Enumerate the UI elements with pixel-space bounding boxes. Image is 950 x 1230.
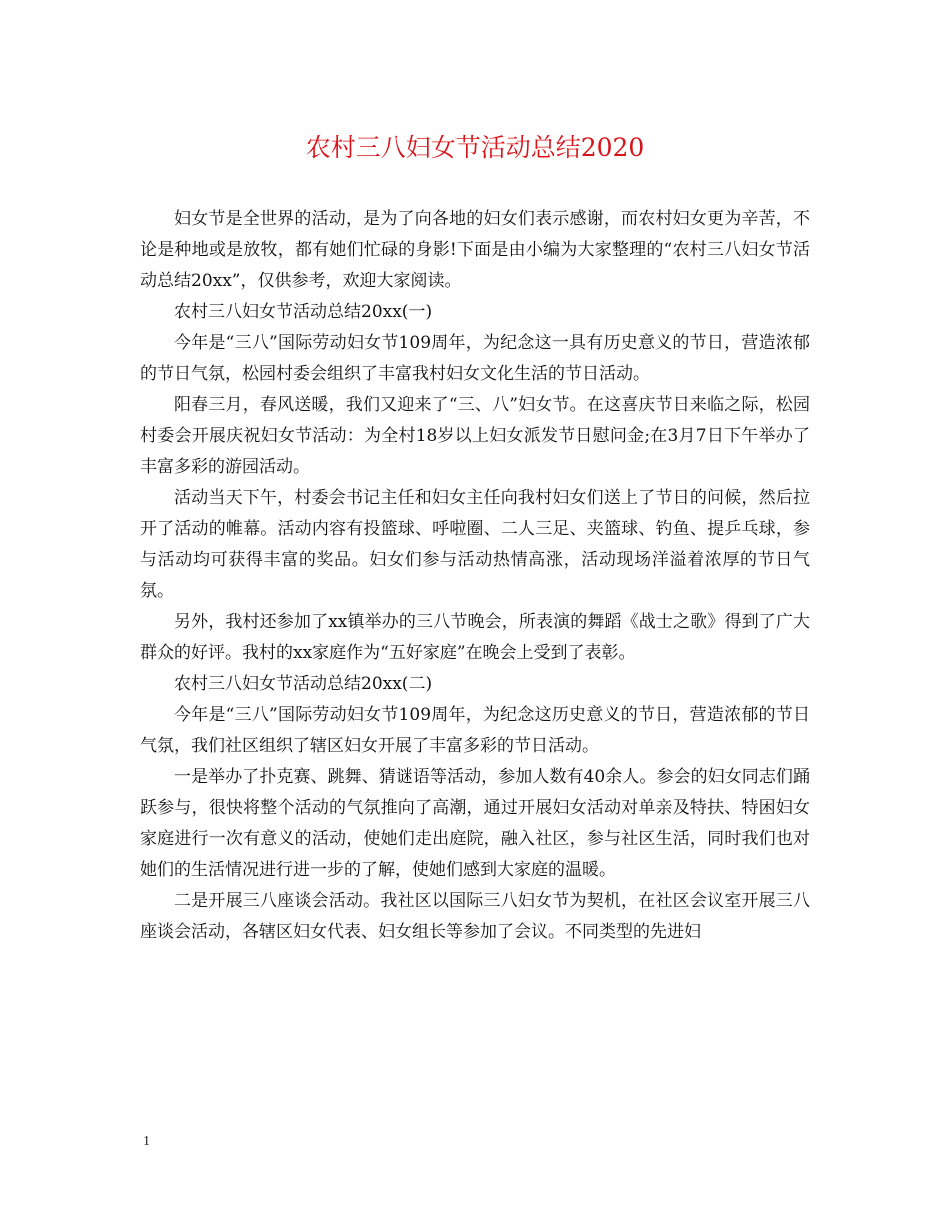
document-body	[140, 204, 810, 948]
paragraph: 另外，我村还参加了xx镇举办的三八节晚会，所表演的舞蹈《战士之歌》得到了广大群众的好评。我村的xx家庭作为“五好家庭”在晚会上受到了表彰。	[140, 612, 810, 663]
section-heading-2: 农村三八妇女节活动总结20xx(二)	[174, 674, 433, 694]
paragraph: 活动当天下午，村委会书记主任和妇女主任向我村妇女们送上了节日的问候，然后拉开了活动的帷幕。活动内容有投篮球、呼啦圈、二人三足、夹篮球、钓鱼、提乒乓球，参与活动均可获得丰富的奖品。妇女们参与活动热情高涨，活动现场洋溢着浓厚的节日气氛。	[140, 488, 810, 601]
page-number: 1	[143, 1134, 150, 1149]
paragraph: 二是开展三八座谈会活动。我社区以国际三八妇女节为契机，在社区会议室开展三八座谈会活动，各辖区妇女代表、妇女组长等参加了会议。不同类型的先进妇	[140, 891, 810, 942]
paragraph: 阳春三月，春风送暖，我们又迎来了“三、八”妇女节。在这喜庆节日来临之际，松园村委会开展庆祝妇女节活动：为全村18岁以上妇女派发节日慰问金;在3月7日下午举办了丰富多彩的游园活动。	[140, 395, 810, 477]
paragraph: 今年是“三八”国际劳动妇女节109周年，为纪念这历史意义的节日，营造浓郁的节日气氛，我们社区组织了辖区妇女开展了丰富多彩的节日活动。	[140, 705, 810, 756]
document-title: 农村三八妇女节活动总结2020	[305, 133, 645, 162]
paragraph: 一是举办了扑克赛、跳舞、猜谜语等活动，参加人数有40余人。参会的妇女同志们踊跃参与，很快将整个活动的气氛推向了高潮，通过开展妇女活动对单亲及特扶、特困妇女家庭进行一次有意义的活动，使她们走出庭院，融入社区，参与社区生活，同时我们也对她们的生活情况进行进一步的了解，使她们感到大家庭的温暖。	[140, 767, 810, 880]
paragraph: 今年是“三八”国际劳动妇女节109周年，为纪念这一具有历史意义的节日，营造浓郁的节日气氛，松园村委会组织了丰富我村妇女文化生活的节日活动。	[140, 333, 810, 384]
section-heading-1: 农村三八妇女节活动总结20xx(一)	[174, 302, 433, 322]
paragraph-intro: 妇女节是全世界的活动，是为了向各地的妇女们表示感谢，而农村妇女更为辛苦，不论是种地或是放牧，都有她们忙碌的身影!下面是由小编为大家整理的“农村三八妇女节活动总结20xx”，仅供参考，欢迎大家阅读。	[140, 209, 810, 291]
